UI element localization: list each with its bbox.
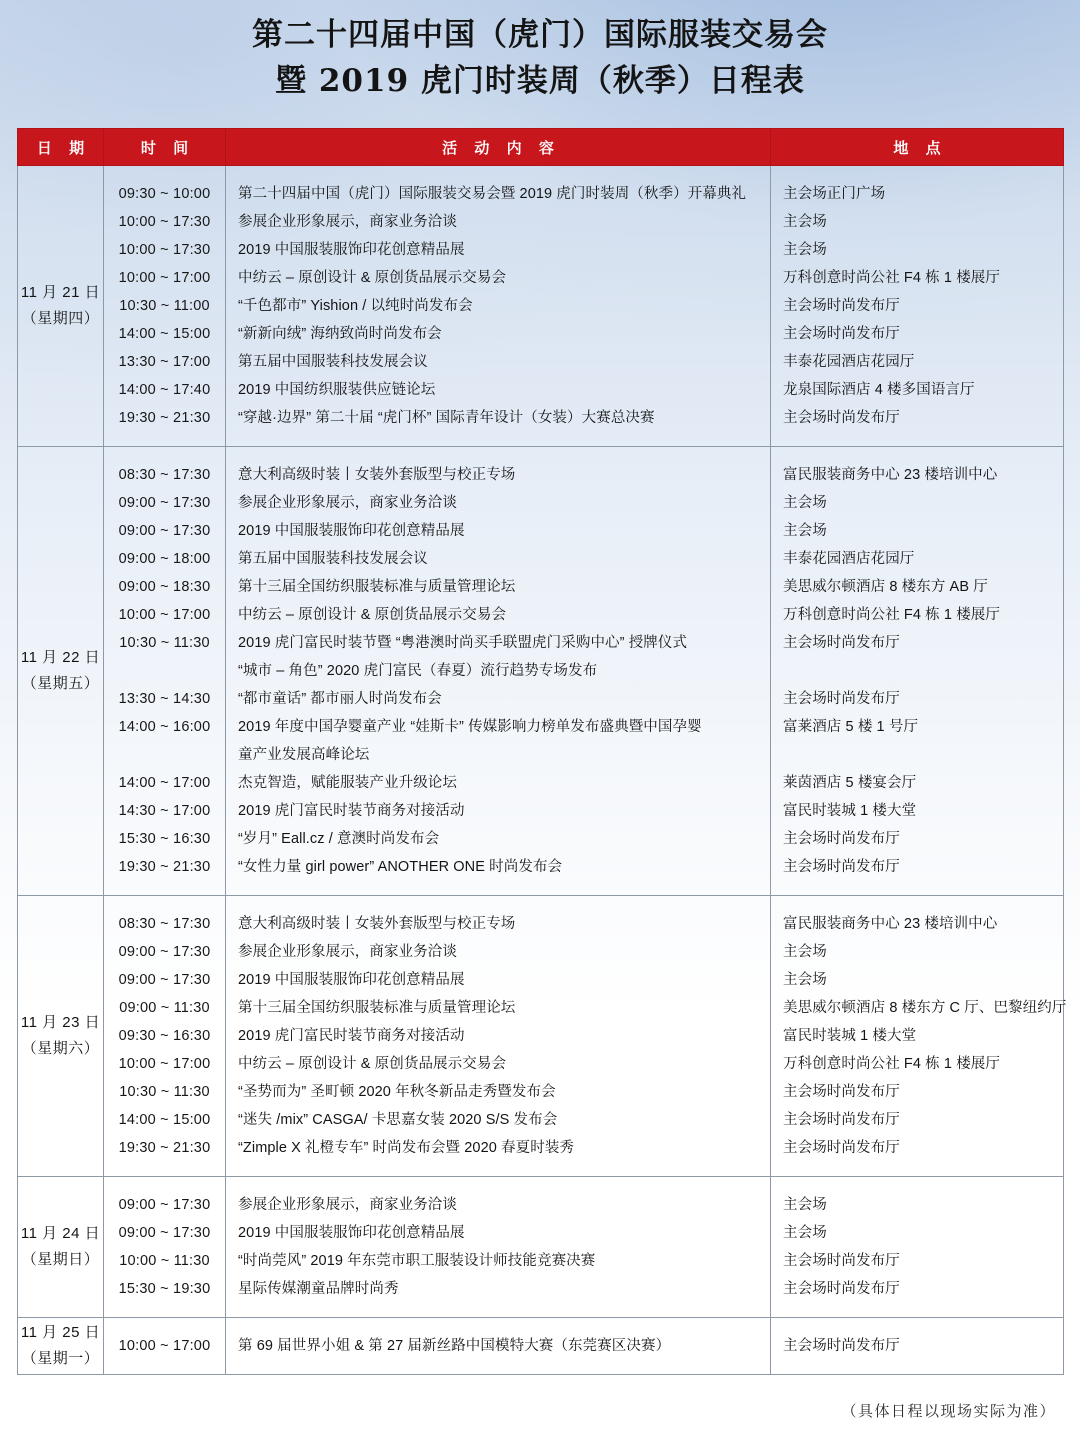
activity-value: “迷失 /mix” CASGA/ 卡思嘉女装 2020 S/S 发布会 [238,1112,558,1128]
venue-value: 主会场时尚发布厅 [783,1140,900,1156]
time-value: 10:00 ~ 17:00 [118,1056,211,1072]
activity-value: “千色都市” Yishion / 以纯时尚发布会 [238,298,473,314]
activity-line [226,1134,770,1162]
venue-line [771,208,1063,236]
activity-value: 第二十四届中国（虎门）国际服装交易会暨 2019 虎门时装周（秋季）开幕典礼 [238,186,747,202]
time-line [104,320,225,348]
time-line [104,208,225,236]
activity-value: 童产业发展高峰论坛 [238,747,370,763]
time-value: 09:00 ~ 18:00 [118,551,211,567]
venue-line [771,264,1063,292]
time-column [104,1318,226,1375]
activity-line [226,1219,770,1247]
date-cell [18,896,104,1177]
venue-line [771,1022,1063,1050]
time-line [104,657,225,685]
activity-line [226,236,770,264]
activity-line [226,180,770,208]
activity-value: 第五届中国服装科技发展会议 [238,551,428,567]
time-value: 09:00 ~ 18:30 [118,579,211,595]
venue-value: 主会场 [783,495,827,511]
time-line [104,601,225,629]
weekday-value: （星期五） [21,675,100,692]
activity-value: 意大利高级时装丨女装外套版型与校正专场 [238,467,516,483]
time-line [104,797,225,825]
activity-line [226,713,770,741]
venue-value: 主会场 [783,944,827,960]
venue-value: 主会场时尚发布厅 [783,1281,900,1297]
venue-line [771,910,1063,938]
venue-line [771,713,1063,741]
time-line [104,1106,225,1134]
activity-value: 参展企业形象展示，商家业务洽谈 [238,1197,457,1213]
activity-line [226,769,770,797]
activity-value: “新新向绒” 海纳致尚时尚发布会 [238,326,442,342]
activity-value: 中纺云 – 原创设计 & 原创货品展示交易会 [238,1056,507,1072]
time-value: 19:30 ~ 21:30 [118,410,211,426]
activity-line [226,292,770,320]
time-value: 14:00 ~ 16:00 [118,719,211,735]
venue-value: 主会场 [783,1197,827,1213]
venue-line [771,1247,1063,1275]
activity-line [226,517,770,545]
venue-value: 主会场 [783,214,827,230]
venue-line [771,545,1063,573]
venue-value: 主会场时尚发布厅 [783,1084,900,1100]
date-value: 11 月 22 日 [20,649,101,666]
venue-value: 主会场 [783,242,827,258]
venue-value: 富民时装城 1 楼大堂 [783,803,917,819]
activity-line [226,573,770,601]
venue-line [771,629,1063,657]
activity-value: 2019 年度中国孕婴童产业 “娃斯卡” 传媒影响力榜单发布盛典暨中国孕婴 [238,719,702,735]
time-line [104,853,225,881]
table-body [18,166,1067,1375]
time-value: 14:30 ~ 17:00 [118,803,211,819]
date-value: 11 月 25 日 [20,1324,101,1341]
time-value: 19:30 ~ 21:30 [118,1140,211,1156]
time-value: 09:00 ~ 17:30 [118,972,211,988]
time-line [104,376,225,404]
time-value: 08:30 ~ 17:30 [118,916,211,932]
activity-value: 中纺云 – 原创设计 & 原创货品展示交易会 [238,270,507,286]
activity-column [226,166,771,447]
activity-line [226,657,770,685]
time-column [104,447,226,896]
header-date: 日 期 [18,129,104,166]
date-value: 11 月 21 日 [20,284,101,301]
activity-value: “都市童话” 都市丽人时尚发布会 [238,691,442,707]
weekday-value: （星期四） [21,310,100,327]
time-line [104,741,225,769]
time-column [104,896,226,1177]
venue-line [771,517,1063,545]
time-line [104,1078,225,1106]
venue-value: 主会场 [783,1225,827,1241]
activity-value: “时尚莞风” 2019 年东莞市职工服装设计师技能竞赛决赛 [238,1253,596,1269]
weekday-value: （星期日） [21,1251,100,1268]
activity-line [226,685,770,713]
schedule-table-wrapper [17,128,1067,1375]
time-line [104,629,225,657]
activity-line [226,1050,770,1078]
activity-value: 2019 中国服装服饰印花创意精品展 [238,1225,465,1241]
date-cell [18,166,104,447]
time-value: 14:00 ~ 15:00 [118,1112,211,1128]
activity-line [226,629,770,657]
time-line [104,966,225,994]
activity-value: 第十三届全国纺织服装标准与质量管理论坛 [238,579,516,595]
time-value: 13:30 ~ 14:30 [118,691,211,707]
date-value: 11 月 23 日 [20,1014,101,1031]
venue-value: 富民时装城 1 楼大堂 [783,1028,917,1044]
time-value: 10:00 ~ 17:00 [118,270,211,286]
time-value: 15:30 ~ 16:30 [118,831,211,847]
time-value: 09:00 ~ 11:30 [119,1000,210,1016]
venue-line [771,1050,1063,1078]
time-line [104,292,225,320]
activity-line [226,797,770,825]
venue-line [771,573,1063,601]
day-group-row [18,447,1064,896]
venue-line [771,180,1063,208]
activity-line [226,461,770,489]
title-line-1: 第二十四届中国（虎门）国际服装交易会 [252,17,828,53]
header-row [18,129,1064,166]
venue-value: 主会场时尚发布厅 [783,1253,900,1269]
time-value: 10:00 ~ 17:30 [118,242,211,258]
activity-line [226,938,770,966]
venue-value: 富莱酒店 5 楼 1 号厅 [783,719,919,735]
poster-title [0,0,1080,104]
venue-value: 富民服装商务中心 23 楼培训中心 [783,916,998,932]
footnote: （具体日程以现场实际为准） [841,1402,1056,1420]
venue-line [771,685,1063,713]
activity-value: 参展企业形象展示，商家业务洽谈 [238,214,457,230]
time-value: 09:00 ~ 17:30 [118,1197,211,1213]
activity-line [226,910,770,938]
activity-line [226,1022,770,1050]
time-value: 10:00 ~ 11:30 [119,1253,210,1269]
activity-line [226,741,770,769]
activity-line [226,376,770,404]
time-value: 09:00 ~ 17:30 [118,944,211,960]
time-value: 10:30 ~ 11:30 [119,635,210,651]
time-line [104,1275,225,1303]
venue-line [771,797,1063,825]
time-line [104,573,225,601]
day-group-row [18,896,1064,1177]
activity-value: 杰克智造，赋能服装产业升级论坛 [238,775,457,791]
time-value: 09:00 ~ 17:30 [118,523,211,539]
venue-line [771,966,1063,994]
venue-line [771,994,1067,1022]
time-line [104,545,225,573]
date-cell [18,447,104,896]
activity-line [226,545,770,573]
activity-value: 参展企业形象展示，商家业务洽谈 [238,495,457,511]
day-group-row [18,1177,1064,1318]
venue-value: 主会场时尚发布厅 [783,298,900,314]
time-value: 10:30 ~ 11:30 [119,1084,210,1100]
activity-value: “圣势而为” 圣町顿 2020 年秋冬新品走秀暨发布会 [238,1084,556,1100]
time-line [104,825,225,853]
venue-value: 主会场时尚发布厅 [783,635,900,651]
activity-line [226,1275,770,1303]
time-line [104,264,225,292]
venue-line [771,376,1063,404]
time-line [104,938,225,966]
activity-value: 2019 中国服装服饰印花创意精品展 [238,972,465,988]
activity-line [226,966,770,994]
time-value: 15:30 ~ 19:30 [118,1281,211,1297]
venue-value: 莱茵酒店 5 楼宴会厅 [783,775,917,791]
time-value: 09:00 ~ 17:30 [118,1225,211,1241]
venue-line [771,1191,1063,1219]
activity-value: “Zimple X 礼橙专车” 时尚发布会暨 2020 春夏时装秀 [238,1140,575,1156]
schedule-table [17,128,1067,1375]
venue-value: 万科创意时尚公社 F4 栋 1 楼展厅 [783,1056,1000,1072]
activity-line [226,853,770,881]
activity-value: 第五届中国服装科技发展会议 [238,354,428,370]
venue-column [771,166,1064,447]
time-value: 19:30 ~ 21:30 [118,859,211,875]
time-line [104,994,225,1022]
activity-value: 第十三届全国纺织服装标准与质量管理论坛 [238,1000,516,1016]
time-line [104,1134,225,1162]
activity-line [226,601,770,629]
time-line [104,1247,225,1275]
activity-line [226,994,770,1022]
date-value: 11 月 24 日 [20,1225,101,1242]
time-value: 14:00 ~ 17:00 [118,775,211,791]
time-line [104,236,225,264]
time-value: 10:00 ~ 17:30 [118,214,211,230]
venue-value: 主会场时尚发布厅 [783,410,900,426]
venue-line [771,1275,1063,1303]
time-line [104,348,225,376]
activity-value: 意大利高级时装丨女装外套版型与校正专场 [238,916,516,932]
activity-column [226,896,771,1177]
time-value: 14:00 ~ 15:00 [118,326,211,342]
venue-value: 主会场时尚发布厅 [783,326,900,342]
activity-line [226,348,770,376]
venue-column [771,1177,1064,1318]
activity-line [226,1106,770,1134]
venue-line [771,1078,1063,1106]
venue-value: 主会场时尚发布厅 [783,1338,900,1354]
venue-value: 主会场时尚发布厅 [783,1112,900,1128]
weekday-value: （星期一） [21,1350,100,1367]
time-value: 14:00 ~ 17:40 [118,382,211,398]
time-line [104,461,225,489]
time-line [104,180,225,208]
venue-line [771,404,1063,432]
venue-value: 丰泰花园酒店花园厅 [783,354,915,370]
venue-value: 主会场时尚发布厅 [783,859,900,875]
header-time: 时 间 [104,129,226,166]
venue-line [771,489,1063,517]
header-activity: 活 动 内 容 [226,129,771,166]
time-column [104,1177,226,1318]
time-value: 09:30 ~ 10:00 [118,186,211,202]
venue-line [771,1219,1063,1247]
activity-line [226,320,770,348]
activity-value: 中纺云 – 原创设计 & 原创货品展示交易会 [238,607,507,623]
time-line [104,517,225,545]
activity-column [226,1177,771,1318]
venue-value: 万科创意时尚公社 F4 栋 1 楼展厅 [783,607,1000,623]
time-value: 10:00 ~ 17:00 [118,1338,211,1354]
activity-value: 2019 虎门富民时装节商务对接活动 [238,803,465,819]
activity-line [226,1078,770,1106]
activity-line [226,208,770,236]
venue-value: 美思威尔顿酒店 8 楼东方 C 厅、巴黎纽约厅 [783,1000,1067,1016]
activity-value: 2019 虎门富民时装节商务对接活动 [238,1028,465,1044]
venue-line [771,1134,1063,1162]
venue-line [771,853,1063,881]
time-line [104,1022,225,1050]
activity-value: “女性力量 girl power” ANOTHER ONE 时尚发布会 [238,859,563,875]
activity-column [226,447,771,896]
venue-line [771,657,1063,685]
activity-value: 2019 虎门富民时装节暨 “粤港澳时尚买手联盟虎门采购中心” 授牌仪式 [238,635,688,651]
venue-value: 主会场正门广场 [783,186,886,202]
activity-line [226,264,770,292]
activity-value: 参展企业形象展示，商家业务洽谈 [238,944,457,960]
venue-line [771,741,1063,769]
activity-line [226,404,770,432]
venue-line [771,769,1063,797]
activity-value: 第 69 届世界小姐 & 第 27 届新丝路中国模特大赛（东莞赛区决赛） [238,1338,671,1354]
weekday-value: （星期六） [21,1040,100,1057]
venue-line [771,938,1063,966]
time-line [104,1191,225,1219]
table-header [18,129,1064,166]
venue-line [771,320,1063,348]
venue-line [771,1332,1063,1360]
activity-line [226,1332,770,1360]
activity-value: 2019 中国服装服饰印花创意精品展 [238,523,465,539]
venue-line [771,601,1063,629]
venue-value: 龙泉国际酒店 4 楼多国语言厅 [783,382,975,398]
venue-value: 富民服装商务中心 23 楼培训中心 [783,467,998,483]
title-line-2: 暨 2019 虎门时装周（秋季）日程表 [275,63,805,99]
activity-line [226,825,770,853]
venue-line [771,825,1063,853]
venue-column [771,447,1064,896]
time-value: 08:30 ~ 17:30 [118,467,211,483]
activity-value: 星际传媒潮童品牌时尚秀 [238,1281,399,1297]
activity-value: “穿越·边界” 第二十届 “虎门杯” 国际青年设计（女装）大赛总决赛 [238,410,655,426]
time-value: 09:30 ~ 16:30 [118,1028,211,1044]
time-line [104,1332,225,1360]
time-line [104,1050,225,1078]
time-value: 10:00 ~ 17:00 [118,607,211,623]
venue-line [771,292,1063,320]
time-line [104,685,225,713]
time-line [104,489,225,517]
venue-value: 万科创意时尚公社 F4 栋 1 楼展厅 [783,270,1000,286]
venue-line [771,236,1063,264]
activity-line [226,1191,770,1219]
activity-value: 2019 中国纺织服装供应链论坛 [238,382,436,398]
venue-value: 美思威尔顿酒店 8 楼东方 AB 厅 [783,579,988,595]
venue-line [771,461,1063,489]
time-column [104,166,226,447]
venue-value: 主会场时尚发布厅 [783,691,900,707]
time-line [104,769,225,797]
venue-line [771,1106,1063,1134]
time-value: 10:30 ~ 11:00 [119,298,210,314]
activity-line [226,489,770,517]
time-line [104,1219,225,1247]
activity-value: “岁月” Eall.cz / 意澳时尚发布会 [238,831,440,847]
activity-column [226,1318,771,1375]
venue-value: 主会场时尚发布厅 [783,831,900,847]
date-cell [18,1177,104,1318]
time-line [104,404,225,432]
time-value: 13:30 ~ 17:00 [118,354,211,370]
time-value: 09:00 ~ 17:30 [118,495,211,511]
activity-value: 2019 中国服装服饰印花创意精品展 [238,242,465,258]
venue-column [771,1318,1064,1375]
header-venue: 地 点 [771,129,1064,166]
day-group-row [18,1318,1064,1375]
activity-line [226,1247,770,1275]
venue-value: 主会场 [783,972,827,988]
venue-value: 主会场 [783,523,827,539]
venue-line [771,348,1063,376]
venue-value: 丰泰花园酒店花园厅 [783,551,915,567]
time-line [104,910,225,938]
date-cell [18,1318,104,1375]
day-group-row [18,166,1064,447]
activity-value: “城市 – 角色” 2020 虎门富民（春夏）流行趋势专场发布 [238,663,598,679]
venue-column [771,896,1067,1177]
time-line [104,713,225,741]
